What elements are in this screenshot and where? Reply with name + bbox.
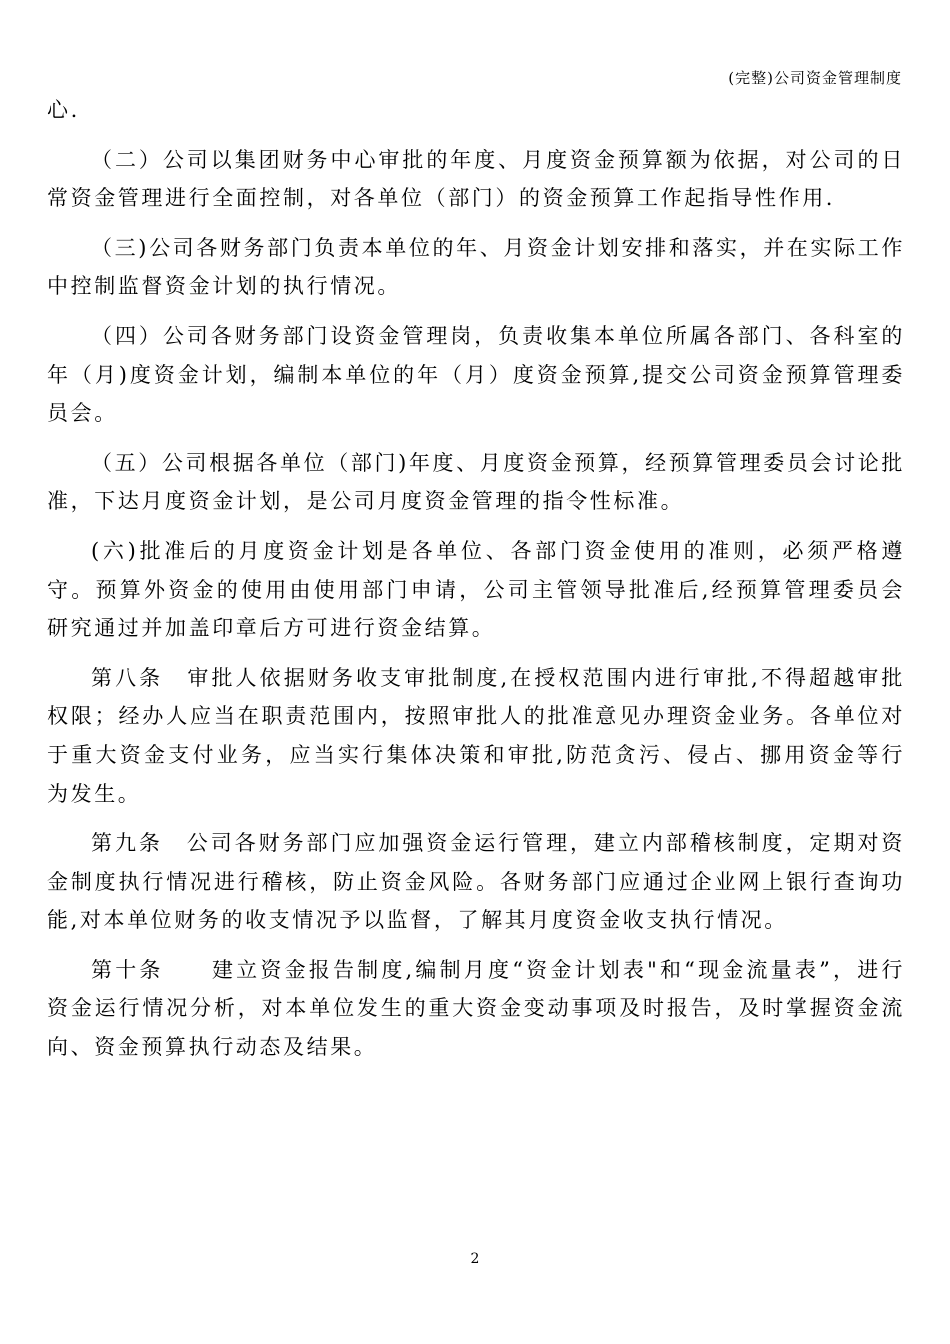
- paragraph-continuation: 心.: [47, 98, 80, 122]
- paragraph-item-3: （三)公司各财务部门负责本单位的年、月资金计划安排和落实，并在实际工作中控制监督资金计划的执行情况。: [47, 235, 905, 299]
- document-body: [47, 91, 905, 1078]
- paragraph-item-2: （二）公司以集团财务中心审批的年度、月度资金预算额为依据，对公司的日常资金管理进行全面控制，对各单位（部门）的资金预算工作起指导性作用.: [47, 147, 905, 211]
- paragraph-item-5: （五）公司根据各单位（部门)年度、月度资金预算，经预算管理委员会讨论批准，下达月度资金计划，是公司月度资金管理的指令性标准。: [47, 450, 905, 514]
- page-number: 2: [470, 1251, 480, 1267]
- paragraph-article-10: 第十条 建立资金报告制度,编制月度“资金计划表"和“现金流量表”，进行资金运行情况分析，对本单位发生的重大资金变动事项及时报告，及时掌握资金流向、资金预算执行动态及结果。: [47, 957, 905, 1060]
- running-header: (完整)公司资金管理制度: [728, 69, 902, 87]
- paragraph-article-9: 第九条 公司各财务部门应加强资金运行管理，建立内部稽核制度，定期对资金制度执行情况进行稽核，防止资金风险。各财务部门应通过企业网上银行查询功能,对本单位财务的收支情况予以监督，了解其月度资金收支执行情况。: [47, 831, 905, 933]
- paragraph-article-8: 第八条 审批人依据财务收支审批制度,在授权范围内进行审批,不得超越审批权限；经办人应当在职责范围内，按照审批人的批准意见办理资金业务。各单位对于重大资金支付业务，应当实行集体决策和审批,防范贪污、侵占、挪用资金等行为发生。: [47, 665, 905, 806]
- paragraph-item-4: （四）公司各财务部门设资金管理岗，负责收集本单位所属各部门、各科室的年（月)度资金计划，编制本单位的年（月）度资金预算,提交公司资金预算管理委员会。: [47, 323, 905, 426]
- paragraph-item-6: (六)批准后的月度资金计划是各单位、各部门资金使用的准则，必须严格遵守。预算外资金的使用由使用部门申请，公司主管领导批准后,经预算管理委员会研究通过并加盖印章后方可进行资金结算。: [47, 538, 905, 641]
